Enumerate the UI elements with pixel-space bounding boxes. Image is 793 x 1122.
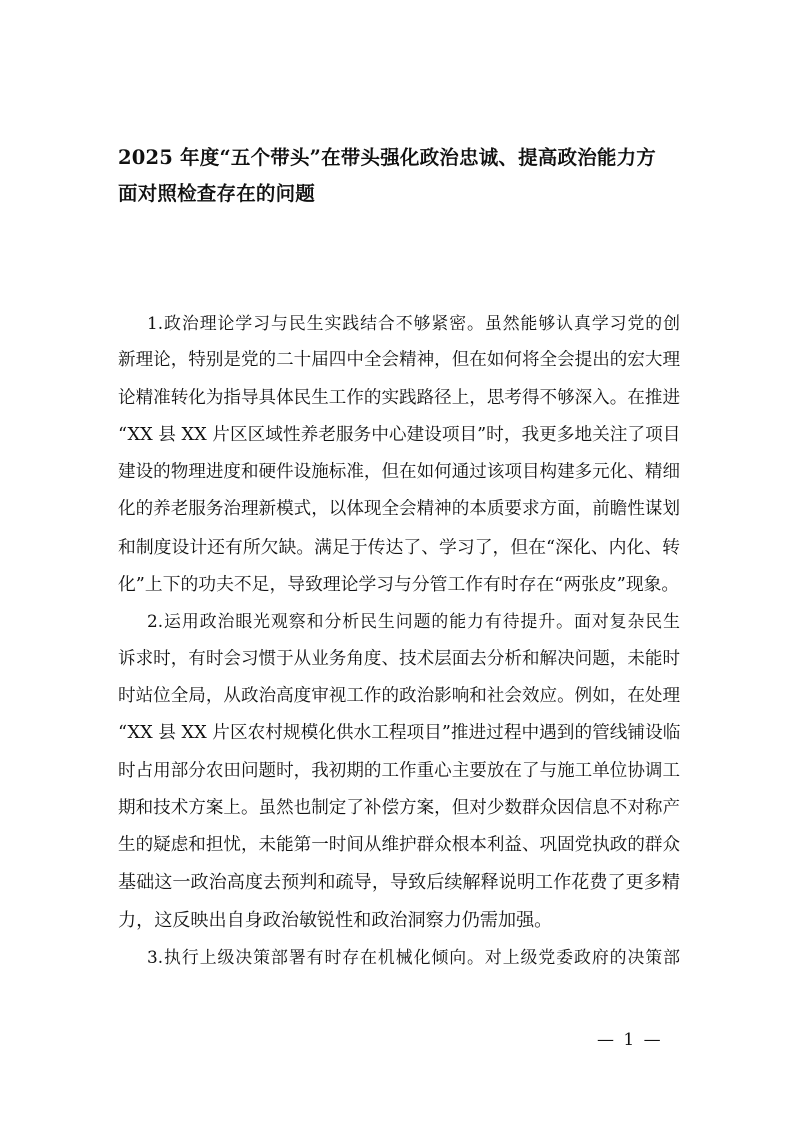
paragraph-2-line: 基础这一政治高度去预判和疏导，导致后续解释说明工作花费了更多精 — [118, 872, 680, 894]
paragraph-1-line: 1.政治理论学习与民生实践结合不够紧密。虽然能够认真学习党的创 — [147, 313, 680, 333]
document-body — [118, 305, 680, 976]
paragraph-2-line: 2.运用政治眼光观察和分析民生问题的能力有待提升。面对复杂民生 — [147, 611, 680, 632]
paragraph-2-line: 时站位全局，从政治高度审视工作的政治影响和社会效应。例如，在处理 — [118, 685, 680, 706]
paragraph-2-line: 时占用部分农田问题时，我初期的工作重心主要放在了与施工单位协调工 — [118, 760, 680, 781]
paragraph-2-line: 诉求时，有时会习惯于从业务角度、技术层面去分析和解决问题，未能时 — [118, 648, 680, 669]
paragraph-2-line: 期和技术方案上。虽然也制定了补偿方案，但对少数群众因信息不对称产 — [118, 797, 680, 818]
paragraph-1-line: 化的养老服务治理新模式，以体现全会精神的本质要求方面，前瞻性谋划 — [118, 499, 680, 520]
title-line: 2025 年度“五个带头”在带头强化政治忠诚、提高政治能力方 — [118, 146, 656, 169]
document-title — [118, 140, 688, 212]
paragraph-1-line: 新理论，特别是党的二十届四中全会精神，但在如何将全会提出的宏大理 — [118, 350, 680, 371]
paragraph-2-line: “XX 县 XX 片区农村规模化供水工程项目”推进过程中遇到的管线铺设临 — [118, 723, 681, 744]
paragraph-1-line: 化”上下的功夫不足，导致理论学习与分管工作有时存在“两张皮”现象。 — [118, 574, 680, 596]
paragraph-1-line: “XX 县 XX 片区区域性养老服务中心建设项目”时，我更多地关注了项目 — [118, 424, 681, 445]
paragraph-2-line: 生的疑虑和担忧，未能第一时间从维护群众根本利益、巩固党执政的群众 — [118, 835, 680, 856]
paragraph-2-line: 力，这反映出自身政治敏锐性和政治洞察力仍需加强。 — [118, 909, 553, 931]
paragraph-1-line: 和制度设计还有所欠缺。满足于传达了、学习了，但在“深化、内化、转 — [118, 536, 680, 558]
paragraph-3-line: 3.执行上级决策部署有时存在机械化倾向。对上级党委政府的决策部 — [147, 947, 680, 968]
paragraph-1-line: 论精准转化为指导具体民生工作的实践路径上，思考得不够深入。在推进 — [118, 387, 680, 408]
paragraph-1-line: 建设的物理进度和硬件设施标准，但在如何通过该项目构建多元化、精细 — [118, 462, 680, 483]
title-line: 面对照检查存在的问题 — [118, 182, 316, 205]
page-number: — 1 — — [597, 1030, 663, 1050]
